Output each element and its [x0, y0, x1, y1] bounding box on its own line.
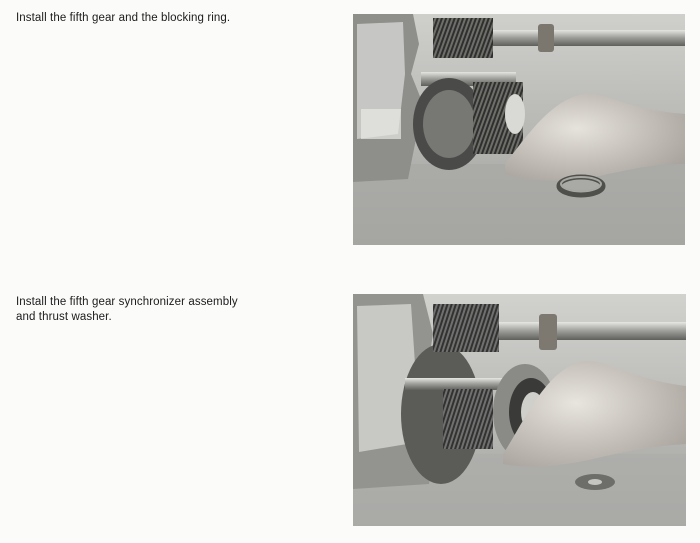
step-2-photo [353, 294, 686, 526]
step-1-photo [353, 14, 685, 245]
step-2-caption: Install the fifth gear synchronizer assembly and thrust washer. [16, 296, 238, 323]
step-1-caption: Install the fifth gear and the blocking ring. [16, 12, 231, 24]
